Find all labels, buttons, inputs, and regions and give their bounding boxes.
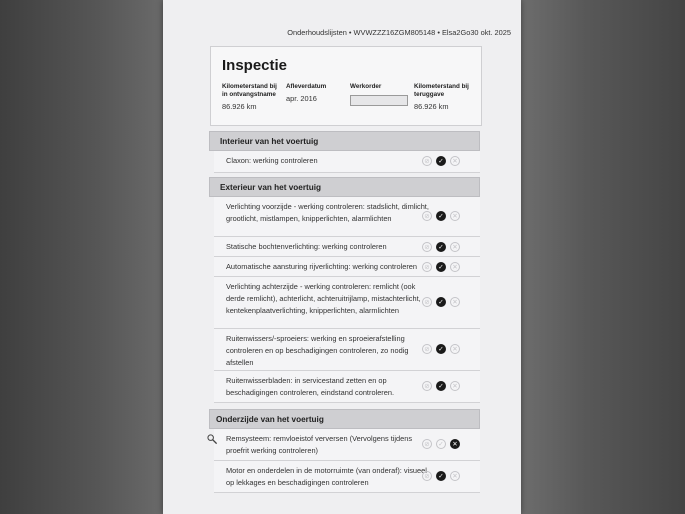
- fix-icon: ✕: [450, 381, 460, 391]
- work-order-column: [350, 83, 408, 106]
- work-order-field: [350, 95, 408, 106]
- fix-icon: ✕: [450, 471, 460, 481]
- mileage-intake-value: 86.926 km: [222, 102, 257, 111]
- status-indicators: [422, 156, 467, 168]
- not-applicable-icon: ⊘: [422, 242, 432, 252]
- delivery-date-label: Afleverdatum: [286, 83, 327, 90]
- checklist-row: [214, 371, 480, 403]
- status-indicators: [422, 262, 467, 274]
- checklist-item-text: Claxon: werking controleren: [226, 156, 318, 165]
- fix-icon: ✕: [450, 262, 460, 272]
- checklist-item-text: Remsysteem: remvloeistof verversen (Vervolgens tijdens proefrit werking controleren): [226, 434, 413, 456]
- wrench-icon: [207, 434, 218, 445]
- status-indicators: [422, 471, 467, 483]
- not-applicable-icon: ⊘: [422, 439, 432, 449]
- inspection-title: Inspectie: [222, 57, 288, 74]
- delivery-date-value: apr. 2016: [286, 94, 317, 103]
- mileage-intake-label: Kilometerstand bij in ontvangstname: [222, 83, 277, 98]
- mileage-return-label: Kilometerstand bij teruggave: [414, 83, 469, 98]
- check-icon: ✓: [436, 297, 446, 307]
- not-applicable-icon: ⊘: [422, 262, 432, 272]
- delivery-date-column: [286, 83, 326, 103]
- section-header-exterior: [209, 177, 480, 197]
- checklist-item-text: Verlichting achterzijde - werking controleren: remlicht (ook derde remlicht), achterlicht, achteruitrijlamp, mistachterlicht, kentekenplaatverlichting, knipperlichten, alarmlichten: [226, 282, 421, 316]
- mileage-return-value: 86.926 km: [414, 102, 449, 111]
- check-icon: ✓: [436, 344, 446, 354]
- checklist-item-text: Automatische aansturing rijverlichting: werking controleren: [226, 262, 418, 271]
- background-left: [0, 0, 163, 514]
- not-applicable-icon: ⊘: [422, 471, 432, 481]
- status-indicators: [422, 297, 467, 309]
- check-icon: ✓: [436, 242, 446, 252]
- fix-icon: ✕: [450, 344, 460, 354]
- document-header: Onderhoudslijsten • WVWZZZ16ZGM805148 • Elsa2Go30 okt. 2025: [287, 28, 511, 37]
- check-icon: ✓: [436, 156, 446, 166]
- checklist-item-text: Ruitenwisserbladen: in servicestand zetten en op beschadigingen controleren, eindstand controleren.: [226, 376, 395, 398]
- status-indicators: [422, 381, 467, 393]
- work-order-label: Werkorder: [350, 83, 382, 90]
- section-title: Onderzijde van het voertuig: [216, 415, 324, 424]
- status-indicators: [422, 242, 467, 254]
- checklist-row: [214, 151, 480, 173]
- section-header-interior: [209, 131, 480, 151]
- section-title: Interieur van het voertuig: [220, 137, 319, 146]
- fix-icon: ✕: [450, 297, 460, 307]
- checklist-row: [214, 197, 480, 237]
- not-applicable-icon: ⊘: [422, 381, 432, 391]
- not-applicable-icon: ⊘: [422, 211, 432, 221]
- maintenance-document: [163, 0, 521, 514]
- fix-icon: ✕: [450, 242, 460, 252]
- check-icon: ✓: [436, 262, 446, 272]
- fix-icon: ✕: [450, 156, 460, 166]
- status-indicators: [422, 439, 467, 451]
- check-icon: ✓: [436, 471, 446, 481]
- checklist-row: [214, 461, 480, 493]
- not-applicable-icon: ⊘: [422, 156, 432, 166]
- section-title: Exterieur van het voertuig: [220, 183, 322, 192]
- checklist-item-text: Motor en onderdelen in de motorruimte (van onderaf): visueel op lekkages en beschadigingen controleren: [226, 466, 427, 488]
- status-indicators: [422, 344, 467, 356]
- checklist-row: [214, 257, 480, 277]
- checklist-item-text: Verlichting voorzijde - werking controleren: stadslicht, dimlicht, grootlicht, mistlampen, knipperlichten, alarmlichten: [226, 202, 429, 224]
- not-applicable-icon: ⊘: [422, 297, 432, 307]
- check-icon: ✓: [436, 381, 446, 391]
- section-header-underside: [209, 409, 480, 429]
- check-icon: ✓: [436, 211, 446, 221]
- checklist-row: [214, 277, 480, 329]
- background-right: [521, 0, 685, 514]
- checklist-row: [214, 329, 480, 371]
- checklist-row: [214, 237, 480, 257]
- fix-icon: ✕: [450, 439, 460, 449]
- status-indicators: [422, 211, 467, 223]
- fix-icon: ✕: [450, 211, 460, 221]
- checklist-row: [214, 429, 480, 461]
- mileage-intake-column: [222, 83, 277, 111]
- checklist-item-text: Ruitenwissers/-sproeiers: werking en sproeierafstelling controleren en op beschadigingen controleren, zo nodig afstellen: [226, 334, 409, 368]
- not-applicable-icon: ⊘: [422, 344, 432, 354]
- inspection-card: [210, 46, 482, 126]
- check-icon: ✓: [436, 439, 446, 449]
- checklist-item-text: Statische bochtenverlichting: werking controleren: [226, 242, 387, 251]
- mileage-return-column: [414, 83, 469, 111]
